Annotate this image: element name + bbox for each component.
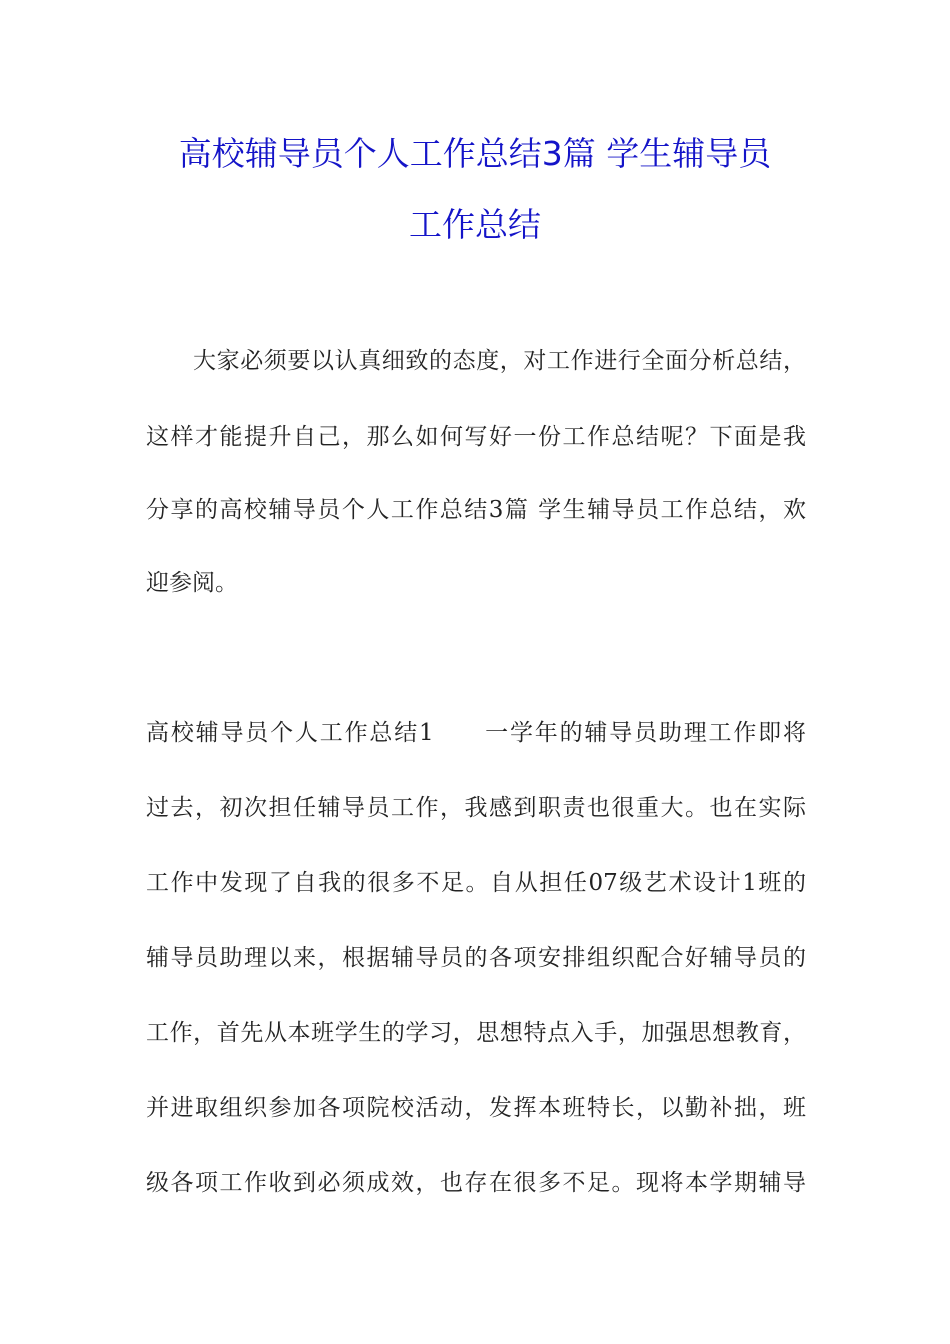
section-paragraph-line: 工作，首先从本班学生的学习，思想特点入手，加强思想教育， xyxy=(146,1020,806,1046)
intro-paragraph-line: 分享的高校辅导员个人工作总结3篇 学生辅导员工作总结，欢 xyxy=(146,497,806,523)
document-title-line-1: 高校辅导员个人工作总结3篇 学生辅导员 xyxy=(178,134,772,173)
section-paragraph-line: 高校辅导员个人工作总结1 一学年的辅导员助理工作即将 xyxy=(146,720,806,746)
document-title-line-2: 工作总结 xyxy=(409,205,541,244)
section-paragraph-line: 辅导员助理以来，根据辅导员的各项安排组织配合好辅导员的 xyxy=(146,945,806,971)
intro-paragraph-line: 迎参阅。 xyxy=(146,570,238,596)
section-paragraph-line: 工作中发现了自我的很多不足。自从担任07级艺术设计1班的 xyxy=(146,870,806,896)
section-paragraph-line: 过去，初次担任辅导员工作，我感到职责也很重大。也在实际 xyxy=(146,795,806,821)
intro-paragraph-line: 这样才能提升自己，那么如何写好一份工作总结呢？下面是我 xyxy=(146,424,806,450)
intro-paragraph-line: 大家必须要以认真细致的态度，对工作进行全面分析总结， xyxy=(193,348,806,374)
section-paragraph-line: 并进取组织参加各项院校活动，发挥本班特长，以勤补拙，班 xyxy=(146,1095,806,1121)
section-paragraph-line: 级各项工作收到必须成效，也存在很多不足。现将本学期辅导 xyxy=(146,1170,806,1196)
